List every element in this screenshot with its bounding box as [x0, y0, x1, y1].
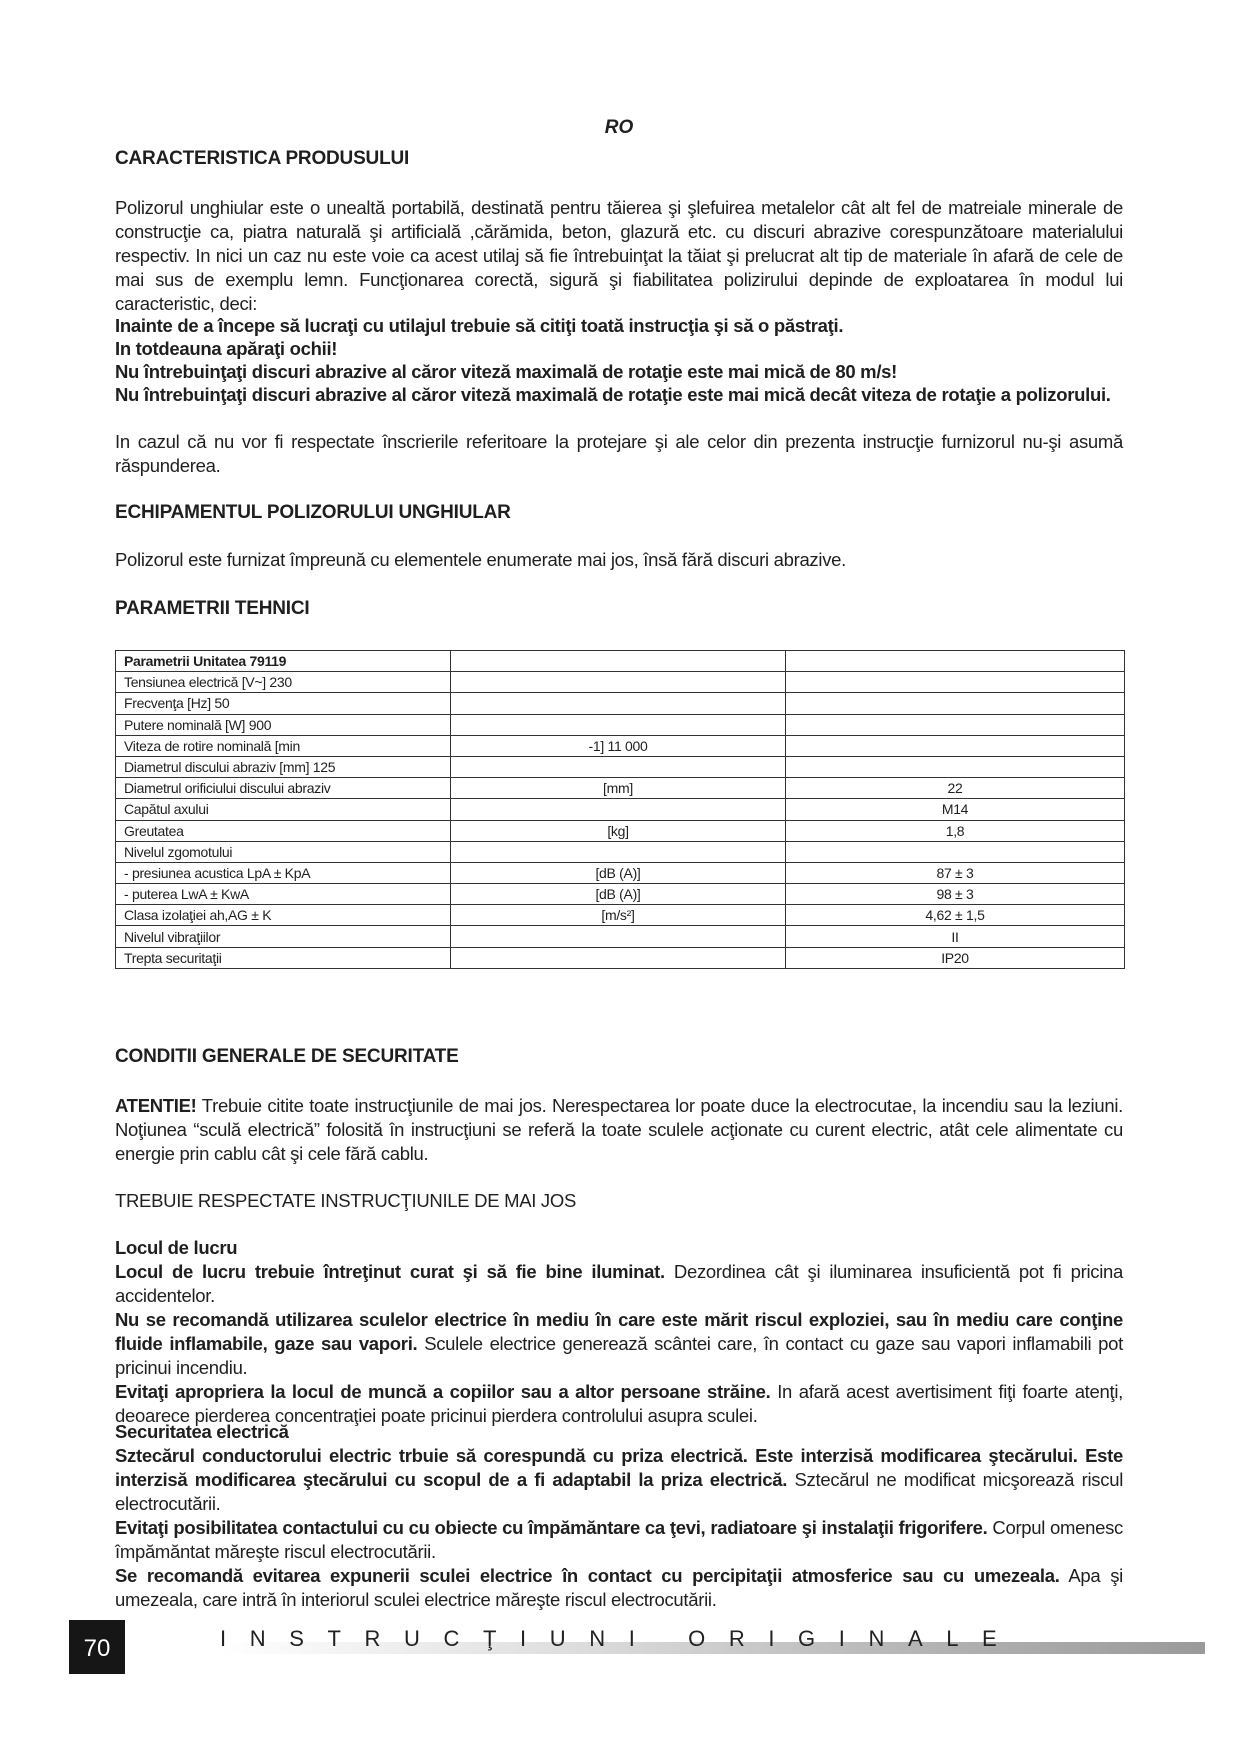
specs-cell: M14: [786, 799, 1125, 820]
specs-cell: Diametrul orificiului discului abraziv: [116, 778, 451, 799]
specs-cell: Clasa izolaţiei ah,AG ± K: [116, 905, 451, 926]
specs-cell: Nivelul vibraţiilor: [116, 926, 451, 947]
specs-row: [116, 778, 1125, 799]
specs-row: [116, 862, 1125, 883]
specs-cell: 1,8: [786, 820, 1125, 841]
electrical-p2-text: Corpul omenesc împămăntat măreşte riscul electrocutării.: [115, 1517, 1124, 1562]
attention-label: ATENTIE!: [115, 1095, 197, 1116]
product-warnings: [115, 314, 1123, 406]
specs-cell: [dB (A)]: [451, 884, 786, 905]
warning-protect-eyes: In totdeauna apăraţi ochii!: [115, 338, 338, 359]
specs-cell: [786, 841, 1125, 862]
liability-note-text: In cazul că nu vor fi respectate înscrierile referitoare la protejare şi ale celor din prezenta instrucţie furnizorul nu-şi asumă răspunderea.: [115, 431, 1123, 476]
specs-row: [116, 841, 1125, 862]
workplace-section: [115, 1236, 1123, 1428]
safety-heading: CONDITII GENERALE DE SECURITATE: [115, 1046, 459, 1067]
specs-cell: 98 ± 3: [786, 884, 1125, 905]
electrical-p3-text: Apa şi umezeala, care intră în interiorul sculei electrice măreşte riscul electrocutării.: [115, 1565, 1123, 1610]
specs-cell: [451, 714, 786, 735]
specs-cell: [451, 841, 786, 862]
footer-label: INSTRUCŢIUNI ORIGINALE: [220, 1626, 1021, 1651]
specs-cell: 4,62 ± 1,5: [786, 905, 1125, 926]
specs-cell: Viteza de rotire nominală [min: [116, 735, 451, 756]
electrical-section: [115, 1420, 1123, 1612]
specs-cell: Parametrii Unitatea 79119: [116, 651, 451, 672]
specs-cell: Putere nominală [W] 900: [116, 714, 451, 735]
specs-cell: Trepta securitaţii: [116, 947, 451, 968]
specs-row: [116, 756, 1125, 777]
attention-paragraph: [115, 1094, 1123, 1166]
warning-disc-speed-grinder: Nu întrebuinţaţi discuri abrazive al căror viteză maximală de rotaţie este mai mică decât viteza de rotaţie a polizorului.: [115, 384, 1111, 405]
workplace-p1-bold: Locul de lucru trebuie întreţinut curat şi să fie bine iluminat.: [115, 1261, 665, 1282]
specs-cell: [mm]: [451, 778, 786, 799]
warning-disc-speed-80: Nu întrebuinţaţi discuri abrazive al căror viteză maximală de rotaţie este mai mică de 80 m/s!: [115, 361, 898, 382]
electrical-p2-bold: Evitaţi posibilitatea contactului cu cu obiecte cu împămăntare ca ţevi, radiatoare şi instalaţii frigorifere.: [115, 1517, 988, 1538]
equipment-heading: ECHIPAMENTUL POLIZORULUI UNGHIULAR: [115, 502, 511, 523]
product-description-text: Polizorul unghiular este o unealtă portabilă, destinată pentru tăierea şi şlefuirea metalelor cât alt fel de matreiale minerale de construcţie ca, piatra naturală şi artificială ,cărămida, beton, glazură etc. cu discuri abrazive corespunzătoare materialului respectiv. In nici un caz nu este voie ca acest utilaj să fie întrebuinţat la tăiat şi prelucrat alt tip de materiale în afară de cele de mai sus de exemplu lemn. Funcţionarea corectă, sigură şi fiabilitatea polizirului depinde de exploatarea în modul lui caracteristic, deci:: [115, 197, 1123, 314]
workplace-title: Locul de lucru: [115, 1237, 238, 1258]
specs-row: [116, 672, 1125, 693]
attention-text: Trebuie citite toate instrucţiunile de mai jos. Nerespectarea lor poate duce la electrocutae, la incendiu sau la leziuni. Noţiunea “sculă electrică” folosită în instrucţiuni se referă la toate sculele acţionate cu curent electric, atât cele alimentate cu energie prin cablu cât şi cele fără cablu.: [115, 1095, 1123, 1164]
specs-cell: - presiunea acustica LpA ± KpA: [116, 862, 451, 883]
specs-cell: 87 ± 3: [786, 862, 1125, 883]
equipment-text: [115, 548, 1123, 572]
specs-cell: 22: [786, 778, 1125, 799]
specs-row: [116, 693, 1125, 714]
specs-cell: Greutatea: [116, 820, 451, 841]
electrical-p3: [115, 1564, 1123, 1612]
specs-heading: PARAMETRII TEHNICI: [115, 598, 310, 619]
specs-row: [116, 820, 1125, 841]
electrical-p1-bold: Sztecărul conductorului electric trbuie să corespundă cu priza electrică. Este interzisă modificarea ştecărului. Este interzisă modificarea ştecărului cu scopul de a fi adaptabil la priza electrică.: [115, 1445, 1123, 1490]
specs-cell: [451, 799, 786, 820]
language-code: RO: [604, 117, 634, 138]
specs-cell: Nivelul zgomotului: [116, 841, 451, 862]
specs-cell: Frecvenţa [Hz] 50: [116, 693, 451, 714]
electrical-p3-bold: Se recomandă evitarea expunerii sculei electrice în contact cu percipitaţii atmosferice sau cu umezeala.: [115, 1565, 1060, 1586]
specs-cell: [451, 651, 786, 672]
specs-cell: [dB (A)]: [451, 862, 786, 883]
workplace-p2: [115, 1308, 1123, 1380]
specs-cell: [451, 672, 786, 693]
specs-table-body: [116, 651, 1125, 969]
attention-text-block: [115, 1094, 1123, 1166]
specs-cell: [451, 693, 786, 714]
specs-cell: [kg]: [451, 820, 786, 841]
specs-cell: IP20: [786, 947, 1125, 968]
specs-cell: [786, 735, 1125, 756]
specs-cell: II: [786, 926, 1125, 947]
specs-cell: - puterea LwA ± KwA: [116, 884, 451, 905]
specs-row: [116, 714, 1125, 735]
follow-instructions-text: TREBUIE RESPECTATE INSTRUCŢIUNILE DE MAI JOS: [115, 1190, 577, 1211]
specs-cell: [786, 756, 1125, 777]
product-heading: CARACTERISTICA PRODUSULUI: [115, 148, 410, 169]
specs-row: [116, 926, 1125, 947]
specs-cell: [786, 651, 1125, 672]
specs-cell: [786, 714, 1125, 735]
specs-cell: [786, 672, 1125, 693]
specs-cell: [451, 926, 786, 947]
specs-row: [116, 651, 1125, 672]
follow-instructions: [115, 1189, 1123, 1213]
specs-row: [116, 735, 1125, 756]
page-number: 70: [69, 1620, 125, 1674]
warning-read-instructions: Inainte de a începe să lucraţi cu utilajul trebuie să citiţi toată instrucţia şi să o păstraţi.: [115, 315, 844, 336]
electrical-p2: [115, 1516, 1123, 1564]
specs-cell: [m/s²]: [451, 905, 786, 926]
liability-note: [115, 430, 1123, 478]
specs-cell: Tensiunea electrică [V~] 230: [116, 672, 451, 693]
specs-cell: [451, 756, 786, 777]
specs-cell: -1] 11 000: [451, 735, 786, 756]
workplace-p2-bold: Nu se recomandă utilizarea sculelor electrice în mediu în care este mărit riscul exploziei, sau în mediu care conţine fluide inflamabile, gaze sau vapori.: [115, 1309, 1123, 1354]
equipment-text-line: Polizorul este furnizat împreună cu elementele enumerate mai jos, însă fără discuri abrazive.: [115, 549, 846, 570]
workplace-p2-text: Sculele electrice generează scântei care, în contact cu gaze sau vapori inflamabili pot pricinui incendiu.: [115, 1333, 1123, 1378]
product-description: [115, 196, 1123, 316]
specs-cell: Capătul axului: [116, 799, 451, 820]
specs-row: [116, 905, 1125, 926]
specs-cell: [786, 693, 1125, 714]
electrical-p1: [115, 1444, 1123, 1516]
electrical-p1-text: Sztecărul ne modificat micşorează riscul electrocutării.: [115, 1469, 1124, 1514]
electrical-title: Securitatea electrică: [115, 1421, 289, 1442]
specs-row: [116, 884, 1125, 905]
workplace-p1: [115, 1260, 1123, 1308]
workplace-p3-text: In afară acest avertisiment fiţi foarte atenţi, deoarece pierderea concentraţiei poate pricinui pierdera controlului asupra sculei.: [115, 1381, 1123, 1426]
workplace-p1-text: Dezordinea cât şi iluminarea insuficientă pot fi pricina accidentelor.: [115, 1261, 1123, 1306]
specs-row: [116, 947, 1125, 968]
specs-table: [115, 650, 1125, 969]
workplace-p3-bold: Evitaţi apropriera la locul de muncă a copiilor sau a altor persoane străine.: [115, 1381, 771, 1402]
specs-cell: Diametrul discului abraziv [mm] 125: [116, 756, 451, 777]
specs-row: [116, 799, 1125, 820]
specs-cell: [451, 947, 786, 968]
